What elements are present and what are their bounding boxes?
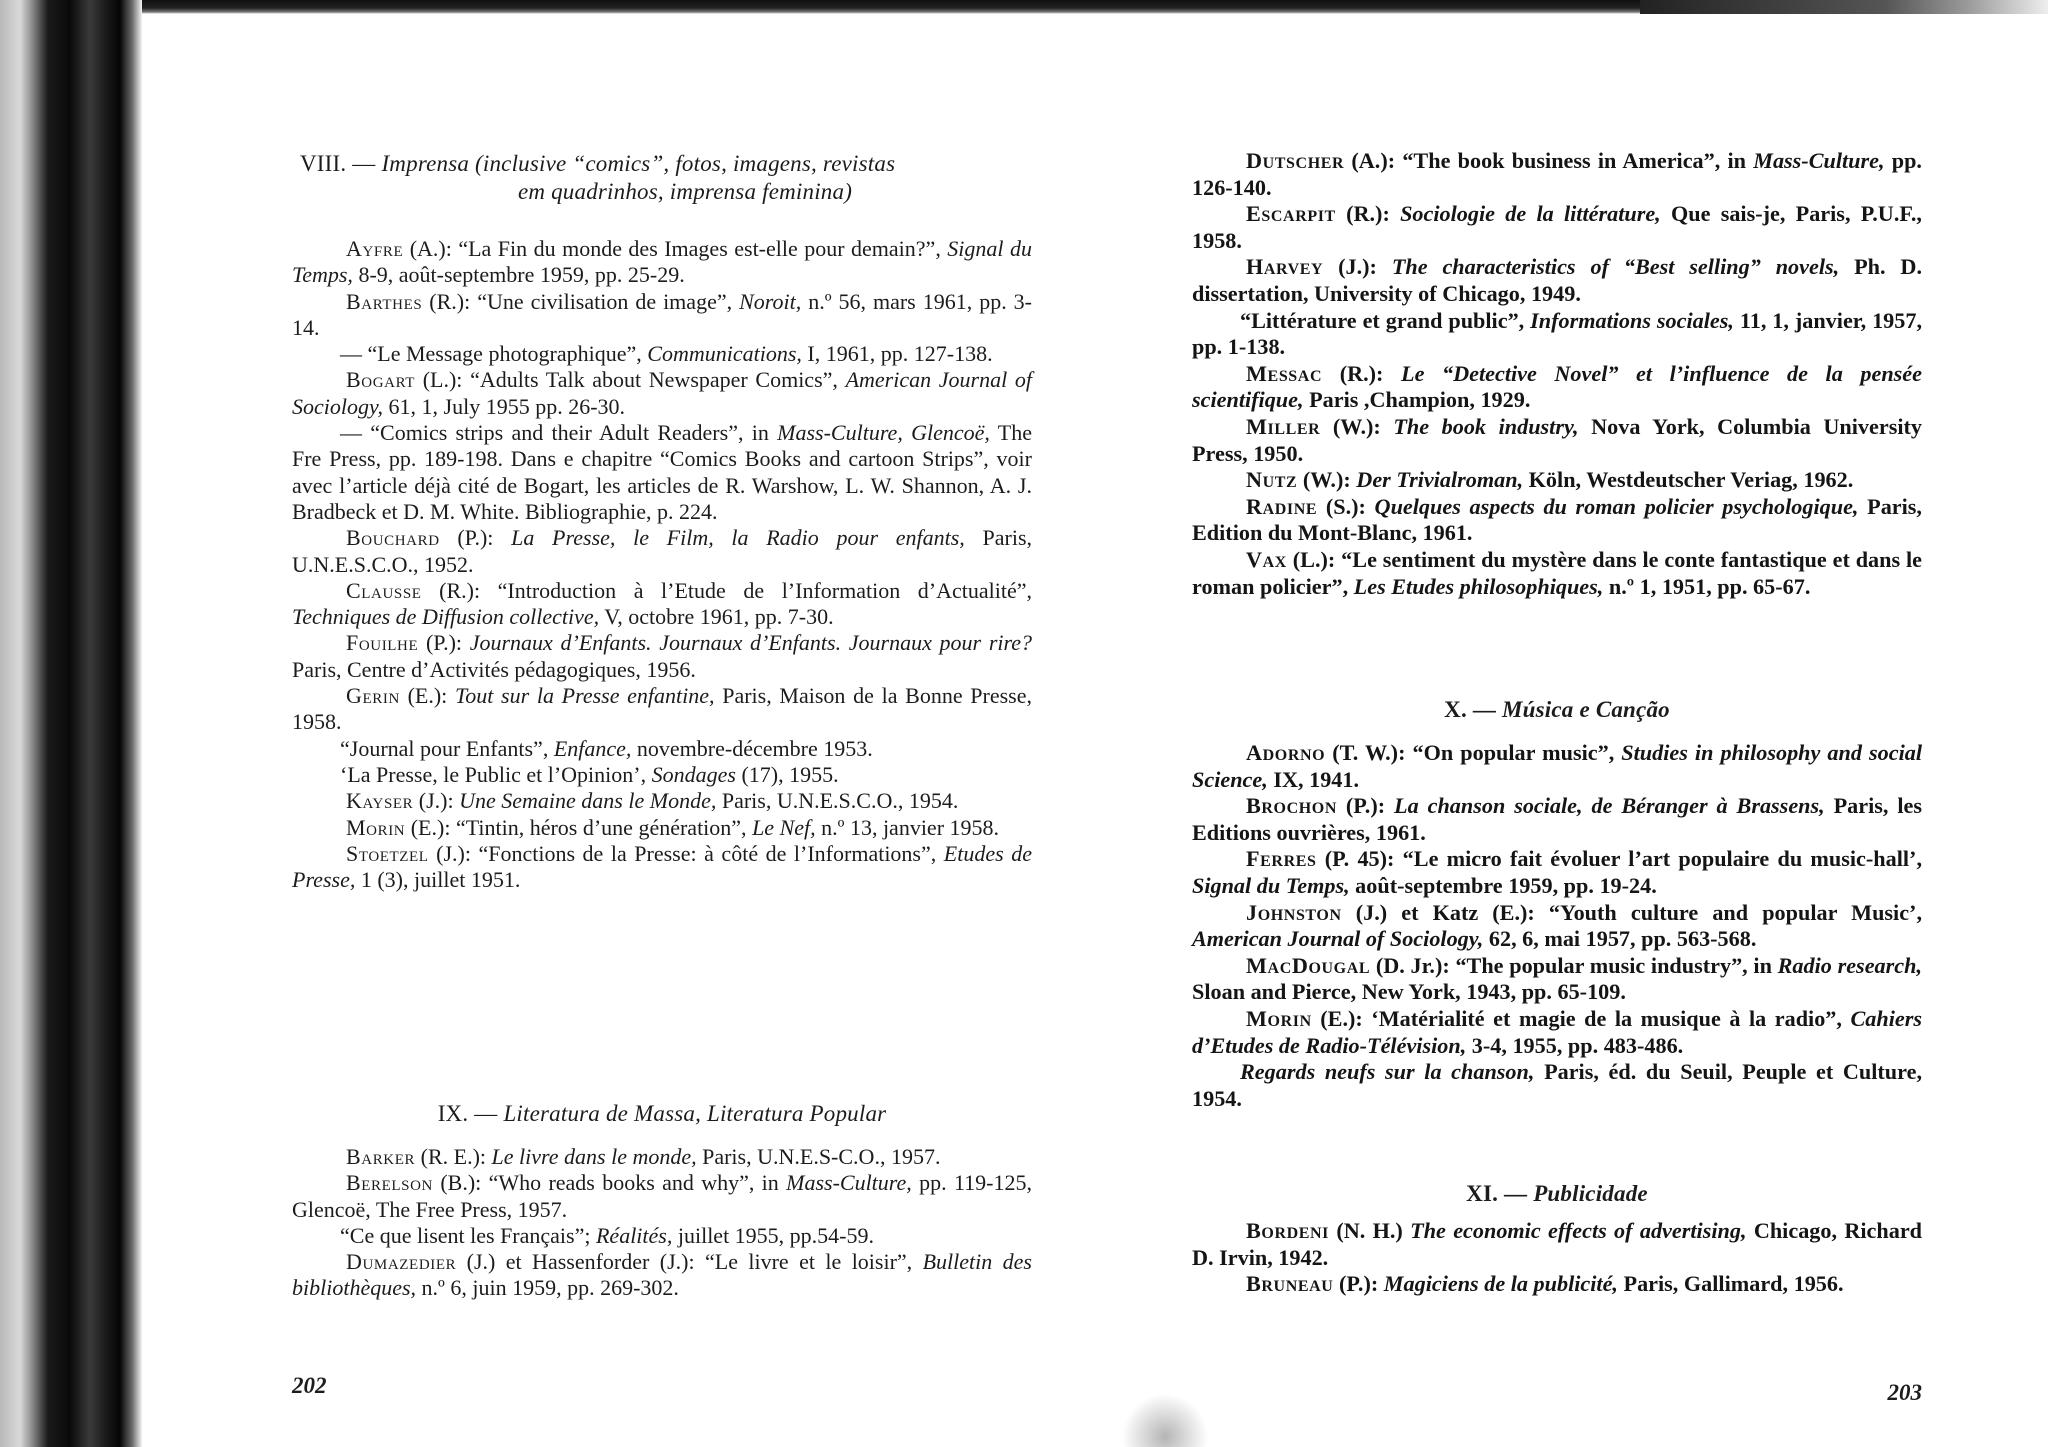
bibliography-entry [292,1170,1032,1223]
entry-author: Ferres [1246,846,1317,872]
entry-text: — “Comics strips and their Adult Readers”, in [340,420,778,446]
entry-text: (E.): ‘Matérialité et magie de la musique à la radio”, [1311,1005,1851,1031]
entry-publication: n.º 13, janvier 1958. [815,814,1000,840]
section-number: XI. — [1466,1181,1528,1206]
entry-author: Radine [1246,493,1318,519]
bibliography-entry [292,841,1032,894]
section-title: Literatura de Massa, Literatura Popular [503,1101,887,1126]
entry-publication: Paris, U.N.E.S.C.O., 1952. [292,525,1033,577]
bibliography-entry [292,762,1032,788]
entry-text: (R.): [1335,201,1401,227]
entry-title: Cahiers d’Etudes de Radio-Télévision, [1192,1005,1922,1058]
entry-author: Fouilhe [346,630,419,656]
entry-title: Le Nef, [752,814,816,840]
entry-text: (L.): “Le sentiment du mystère dans le conte fantastique et dans le roman policier”, [1192,546,1922,599]
entry-title: Signal du Temps, [292,236,1032,288]
entry-title: Informations sociales, [1530,307,1734,333]
section-title: Música e Canção [1502,697,1670,722]
section-title-line2: em quadrinhos, imprensa feminina) [517,179,853,204]
entry-title: Signal du Temps, [1192,872,1350,898]
entry-publication: n.º 6, juin 1959, pp. 269-302. [416,1275,679,1301]
entry-title: American Journal of Sociology, [1192,926,1484,952]
entry-author: Bouchard [346,525,440,551]
entry-text: (J.) et Katz (E.): “Youth culture and popular Music’, [1341,899,1922,925]
entry-publication: 61, 1, July 1955 pp. 26-30. [383,393,626,419]
bibliography-entry [292,236,1032,289]
bibliography-list-xi [1192,1218,1922,1298]
section-heading-x [1192,696,1922,724]
entry-publication: (17), 1955. [735,761,839,787]
entry-author: Messac [1246,360,1323,386]
entry-publication: I, 1961, pp. 127-138. [801,341,993,367]
entry-title: Réalités, [595,1222,673,1248]
entry-text: “Ce que lisent les Français”; [340,1222,596,1248]
bibliography-entry [1192,793,1922,846]
entry-publication: pp. 119-125, Glencoë, The Free Press, 1957. [292,1170,1032,1222]
entry-text: (J.): [1323,254,1392,280]
section-title: Publicidade [1533,1181,1648,1206]
bibliography-entry [1192,361,1922,414]
entry-publication: 8-9, août-septembre 1959, pp. 25-29. [352,262,685,288]
entry-publication: 11, 1, janvier, 1957, pp. 1-138. [1192,307,1922,360]
entry-title: American Journal of Sociology, [292,367,1032,419]
entry-publication: Köln, Westdeutscher Veriag, 1962. [1523,467,1854,493]
entry-title: Mass-Culture, [1753,148,1885,173]
entry-author: Miller [1246,413,1321,439]
entry-author: Stoetzel [346,840,429,866]
entry-text: (W.): [1320,413,1394,439]
section-number: IX. — [437,1101,498,1126]
entry-author: Nutz [1246,467,1298,493]
page-number: 203 [1887,1380,1922,1405]
entry-title: Regards neufs sur la chanson, [1240,1059,1535,1085]
entry-publication: 3-4, 1955, pp. 483-486. [1466,1032,1684,1058]
entry-title: La Presse, le Film, la Radio pour enfants, [511,525,965,551]
entry-text: (R.): [1322,360,1402,386]
entry-text: (J.): “Fonctions de la Presse: à côté de l’Informations”, [428,840,944,866]
bibliography-entry [292,525,1032,578]
bibliography-entry [1192,467,1922,494]
bibliography-entry [292,630,1032,683]
entry-text: (P.): [1333,1271,1384,1297]
bibliography-entry [1192,308,1922,361]
entry-author: Dumazedier [346,1249,457,1275]
entry-publication: Ph. D. dissertation, University of Chicago, 1949. [1192,254,1923,306]
section-number: VIII. — [300,151,376,176]
bibliography-entry [1192,1006,1922,1059]
bibliography-entry [292,420,1032,525]
right-page [1192,0,1922,1447]
entry-title: Der Trivialroman, [1356,467,1524,493]
entry-author: Johnston [1246,899,1342,925]
entry-title: Une Semaine dans le Monde, [459,788,717,814]
bibliography-list-viii [292,236,1032,893]
entry-publication: n.º 1, 1951, pp. 65-67. [1603,573,1811,599]
entry-title: Noroit, [739,288,802,314]
bibliography-entry [292,815,1032,841]
entry-publication: 1 (3), juillet 1951. [355,867,521,893]
entry-publication: Paris ,Champion, 1929. [1303,387,1531,413]
left-page [292,0,1032,1447]
entry-title: Mass-Culture, Glencoë, [777,420,990,446]
entry-author: Escarpit [1246,201,1336,227]
bibliography-entry [1192,494,1922,547]
entry-text: — “Le Message photographique”, [340,341,648,367]
entry-author: MacDougal [1246,952,1371,978]
bibliography-entry [1192,900,1922,953]
entry-publication: pp. 126-140. [1192,148,1922,200]
entry-text: (R. E.): [415,1144,492,1169]
entry-title: Radio research, [1777,952,1922,978]
bibliography-entry [292,736,1032,762]
entry-text: (P.): [1337,793,1395,819]
entry-publication: Que sais-je, Paris, P.U.F., 1958. [1192,201,1922,253]
section-number: X. — [1444,697,1497,722]
bibliography-list-ix [292,1144,1032,1302]
entry-text: (E.): [399,683,455,709]
entry-author: Bordeni [1246,1218,1330,1243]
entry-text: (P.): [439,525,512,551]
bibliography-entry [1192,1218,1922,1271]
bibliography-entry [1192,1059,1922,1112]
entry-title: Studies in philosophy and social Science, [1192,740,1922,792]
bibliography-list-x [1192,740,1922,1112]
entry-publication: août-septembre 1959, pp. 19-24. [1349,872,1657,898]
entry-author: Bruneau [1246,1271,1334,1297]
entry-title: Le livre dans le monde, [491,1144,697,1169]
entry-title: Communications, [647,341,802,367]
entry-title: Sociologie de la littérature, [1400,201,1661,227]
entry-title: Mass-Culture, [786,1170,912,1196]
entry-title: The characteristics of “Best selling” novels, [1391,254,1840,280]
entry-text: “Journal pour Enfants”, [340,735,554,761]
section-heading-viii [300,150,1030,206]
entry-title: Bulletin des bibliothèques, [292,1249,1032,1301]
bibliography-entry [1192,414,1922,467]
entry-publication: IX, 1941. [1267,766,1360,792]
entry-text: (S.): [1317,493,1375,519]
entry-author: Morin [1246,1005,1312,1031]
entry-text: (T. W.): “On popular music”, [1325,740,1622,765]
entry-text: ‘La Presse, le Public et l’Opinion’, [340,761,652,787]
entry-publication: Paris, U.N.E.S.C.O., 1954. [716,788,959,814]
entry-title: Enfance, [553,735,632,761]
entry-author: Brochon [1246,793,1337,819]
entry-author: Barthes [346,288,423,314]
section-title-line1: Imprensa (inclusive “comics”, fotos, imagens, revistas [381,151,896,176]
entry-publication: Paris, Maison de la Bonne Presse, 1958. [292,683,1032,735]
entry-title: Sondages [651,761,736,787]
entry-text: (R.): “Une civilisation de image”, [422,288,740,314]
entry-text: (P.): [418,630,470,656]
entry-text: “Littérature et grand public”, [1240,307,1531,333]
entry-title: Etudes de Presse, [292,840,1032,893]
entry-title: Techniques de Diffusion collective, [292,604,600,630]
entry-author: Bogart [346,367,416,393]
entry-publication: Paris, éd. du Seuil, Peuple et Culture, 1954. [1192,1059,1922,1111]
entry-title: Quelques aspects du roman policier psychologique, [1374,493,1859,519]
entry-text: (E.): “Tintin, héros d’une génération”, [405,814,753,840]
entry-publication: Paris, U.N.E.S-C.O., 1957. [696,1144,941,1169]
entry-title: Magiciens de la publicité, [1383,1271,1618,1297]
entry-text: (A.): “La Fin du monde des Images est-elle pour demain?”, [403,236,948,261]
bibliography-entry [1192,547,1922,600]
entry-author: Ayfre [346,236,404,261]
bibliography-entry [292,289,1032,342]
entry-publication: V, octobre 1961, pp. 7-30. [599,604,834,630]
section-heading-xi [1192,1180,1922,1208]
entry-text: (R.): “Introduction à l’Etude de l’Information d’Actualité”, [421,577,1032,603]
bibliography-entry [1192,1271,1922,1298]
entry-publication: Paris, Gallimard, 1956. [1617,1271,1844,1297]
entry-publication: Nova York, Columbia University Press, 1950. [1192,413,1922,466]
bibliography-entry [1192,148,1922,201]
entry-author: Gerin [346,683,400,709]
bibliography-entry [292,341,1032,367]
entry-publication: Paris, Edition du Mont-Blanc, 1961. [1192,493,1922,546]
entry-title: Journaux d’Enfants. Journaux d’Enfants. Journaux pour rire? [469,630,1032,656]
entry-author: Clausse [346,577,422,603]
bibliography-entry [292,788,1032,814]
entry-title: La chanson sociale, de Béranger à Brassens, [1394,793,1825,819]
entry-text: (P. 45): “Le micro fait évoluer l’art populaire du music-hall’, [1316,846,1922,872]
entry-text: (D. Jr.): “The popular music industry”, in [1370,952,1778,978]
entry-author: Vax [1246,546,1287,572]
entry-author: Adorno [1246,740,1326,765]
entry-publication: Chicago, Richard D. Irvin, 1942. [1192,1218,1923,1270]
entry-text: (L.): “Adults Talk about Newspaper Comics”, [415,367,846,393]
bibliography-entry [292,1249,1032,1302]
page-number: 202 [292,1373,327,1398]
entry-author: Barker [346,1144,416,1169]
entry-publication: Paris, Centre d’Activités pédagogiques, 1956. [292,656,696,682]
entry-text: (A.): “The book business in America”, in [1344,148,1754,173]
entry-text: (J.): [413,788,460,814]
entry-title: Le “Detective Novel” et l’influence de la pensée scientifique, [1192,360,1922,413]
bibliography-entry [292,683,1032,736]
bibliography-entry [1192,254,1922,307]
entry-publication: 62, 6, mai 1957, pp. 563-568. [1483,926,1757,952]
entry-publication: juillet 1955, pp.54-59. [672,1222,875,1248]
entry-author: Dutscher [1246,148,1345,173]
bibliography-entry [292,578,1032,631]
bibliography-entry [1192,846,1922,899]
entry-text: (B.): “Who reads books and why”, in [432,1170,787,1196]
entry-title: Les Etudes philosophiques, [1353,573,1604,599]
entry-author: Berelson [346,1170,433,1196]
book-spine-shadow [0,0,142,1447]
section-heading-ix [292,1100,1032,1128]
entry-publication: Paris, les Editions ouvrières, 1961. [1192,793,1922,845]
entry-title: Tout sur la Presse enfantine, [454,683,715,709]
entry-text: (J.) et Hassenforder (J.): “Le livre et le loisir”, [456,1249,923,1275]
bibliography-entry [292,1223,1032,1249]
entry-title: The book industry, [1393,413,1579,439]
bibliography-list-ix-continued [1192,148,1922,600]
entry-title: The economic effects of advertising, [1410,1218,1747,1243]
entry-author: Kayser [346,788,414,814]
entry-publication: Sloan and Pierce, New York, 1943, pp. 65-109. [1192,979,1626,1005]
entry-author: Morin [346,814,406,840]
entry-publication: novembre-décembre 1953. [631,735,873,761]
entry-publication: The Fre Press, pp. 189-198. Dans e chapitre “Comics Books and cartoon Strips”, voir avec l’article déjà cité de Bogart, les articles de R. Warshow, L. W. Shannon, A. J. Bradbeck et D. M. White. Bibliographie, p. 224. [292,420,1032,524]
bibliography-entry [1192,740,1922,793]
bibliography-entry [1192,201,1922,254]
bibliography-entry [1192,953,1922,1006]
entry-publication: n.º 56, mars 1961, pp. 3-14. [292,288,1032,340]
bibliography-entry [292,367,1032,420]
bibliography-entry [292,1144,1032,1170]
entry-author: Harvey [1246,254,1324,280]
entry-text: (N. H.) [1329,1218,1411,1243]
entry-text: (W.): [1297,467,1357,493]
